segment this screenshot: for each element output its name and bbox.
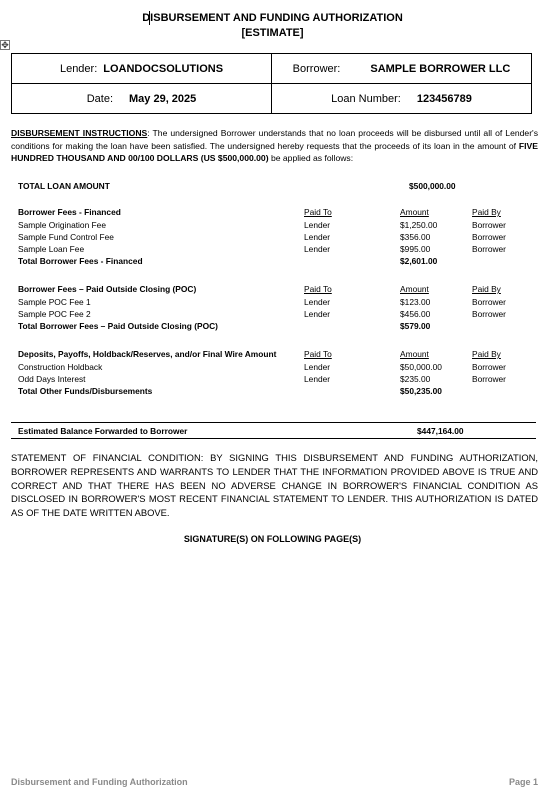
fee-label: Construction Holdback <box>18 362 103 372</box>
financed-title: Borrower Fees - Financed <box>18 207 121 217</box>
fee-paid-by: Borrower <box>472 297 506 307</box>
poc-header-row <box>18 283 518 295</box>
signature-note: SIGNATURE(S) ON FOLLOWING PAGE(S) <box>183 534 362 544</box>
fee-amount: $995.00 <box>400 244 431 254</box>
poc-paid-to-header: Paid To <box>304 284 332 294</box>
total-loan-label: TOTAL LOAN AMOUNT <box>18 181 110 191</box>
fee-paid-by: Borrower <box>472 309 506 319</box>
table-move-handle-icon[interactable]: ✥ <box>1 40 9 50</box>
fee-amount: $456.00 <box>400 309 431 319</box>
financial-statement: STATEMENT OF FINANCIAL CONDITION: BY SIGNING THIS DISBURSEMENT AND FUNDING AUTHORIZATION, BORROWER REPRESENTS AND WARRANTS TO LENDER THAT THE INFORMATION PROVIDED ABOVE IS TRUE AND CORRECT AND THAT THERE HAS BEEN NO ADVERSE CHANGE IN BORROWER'S FINANCIAL CONDITION AS DISCLOSED IN BORROWER'S MOST RECENT FINANCIAL STATEMENT TO LENDER. THIS AUTHORIZATION IS DATED AS OF THE DATE WRITTEN ABOVE. <box>11 452 538 519</box>
table-row <box>18 219 518 231</box>
loan-info-table <box>11 53 532 114</box>
poc-paid-by-header: Paid By <box>472 284 501 294</box>
date-value: May 29, 2025 <box>129 92 197 105</box>
table-row <box>18 373 518 385</box>
balance-divider <box>11 422 536 423</box>
poc-total-amount: $579.00 <box>400 321 431 331</box>
footer-title: Disbursement and Funding Authorization <box>11 777 188 787</box>
balance-label: Estimated Balance Forwarded to Borrower <box>18 426 188 436</box>
fee-label: Sample Loan Fee <box>18 244 85 254</box>
borrower-cell[interactable] <box>272 54 532 84</box>
poc-title: Borrower Fees – Paid Outside Closing (POC) <box>18 284 197 294</box>
instructions-amount-words: FIVE HUNDRED THOUSAND AND 00/100 DOLLARS (US $500,000.00) <box>11 140 538 163</box>
other-total-row <box>18 385 518 397</box>
fee-amount: $356.00 <box>400 232 431 242</box>
fee-paid-to: Lender <box>304 220 331 230</box>
fee-label: Odd Days Interest <box>18 374 86 384</box>
date-cell[interactable] <box>12 84 272 114</box>
other-paid-by-header: Paid By <box>472 349 501 359</box>
financed-total-row <box>18 255 518 267</box>
fee-label: Sample POC Fee 2 <box>18 309 91 319</box>
lender-label: Lender: <box>59 62 98 75</box>
fee-label: Sample Origination Fee <box>18 220 106 230</box>
disbursement-instructions <box>11 127 538 165</box>
balance-underline <box>11 438 536 439</box>
table-row <box>18 308 518 320</box>
financed-amount-header: Amount <box>400 207 429 217</box>
other-title: Deposits, Payoffs, Holdback/Reserves, and/or Final Wire Amount <box>18 349 277 359</box>
borrower-value: SAMPLE BORROWER LLC <box>370 62 511 75</box>
table-row <box>18 243 518 255</box>
lender-cell[interactable] <box>12 54 272 84</box>
other-amount-header: Amount <box>400 349 429 359</box>
fee-paid-by: Borrower <box>472 374 506 384</box>
other-total-amount: $50,235.00 <box>400 386 442 396</box>
loan-number-label: Loan Number: <box>331 92 401 105</box>
poc-total-row <box>18 320 518 332</box>
instructions-text-2: be applied as follows: <box>268 153 354 163</box>
financed-paid-to-header: Paid To <box>304 207 332 217</box>
total-loan-row <box>18 180 518 192</box>
document-title: DISBURSEMENT AND FUNDING AUTHORIZATION <box>142 12 403 24</box>
loan-number-value: 123456789 <box>416 92 472 105</box>
fee-paid-by: Borrower <box>472 220 506 230</box>
balance-row <box>18 425 518 437</box>
fee-label: Sample Fund Control Fee <box>18 232 114 242</box>
loan-number-cell[interactable] <box>272 84 532 114</box>
balance-amount: $447,164.00 <box>417 426 464 436</box>
financed-total-label: Total Borrower Fees - Financed <box>18 256 143 266</box>
financed-header-row <box>18 206 518 218</box>
fee-amount: $1,250.00 <box>400 220 438 230</box>
fee-amount: $235.00 <box>400 374 431 384</box>
fee-paid-to: Lender <box>304 297 331 307</box>
poc-total-label: Total Borrower Fees – Paid Outside Closing (POC) <box>18 321 218 331</box>
instructions-text-1: : The undersigned Borrower understands that no loan proceeds will be disbursed until all of Lender's conditions for making the loan have been satisfied. The undersigned hereby requests that the proceeds of its loan in the amount of <box>11 128 538 151</box>
poc-amount-header: Amount <box>400 284 429 294</box>
date-label: Date: <box>86 92 113 105</box>
table-row <box>18 231 518 243</box>
instructions-heading: DISBURSEMENT INSTRUCTIONS <box>11 128 148 138</box>
fee-paid-by: Borrower <box>472 362 506 372</box>
fee-label: Sample POC Fee 1 <box>18 297 91 307</box>
table-row <box>18 296 518 308</box>
fee-paid-to: Lender <box>304 232 331 242</box>
fee-paid-by: Borrower <box>472 232 506 242</box>
other-header-row <box>18 348 518 360</box>
fee-amount: $50,000.00 <box>400 362 442 372</box>
financed-paid-by-header: Paid By <box>472 207 501 217</box>
other-total-label: Total Other Funds/Disbursements <box>18 386 153 396</box>
borrower-label: Borrower: <box>292 62 341 75</box>
lender-value: LOANDOCSOLUTIONS <box>103 62 224 75</box>
fee-amount: $123.00 <box>400 297 431 307</box>
financed-total-amount: $2,601.00 <box>400 256 438 266</box>
total-loan-amount: $500,000.00 <box>409 181 456 191</box>
footer-page-number: Page 1 <box>508 777 538 787</box>
document-subtitle: [ESTIMATE] <box>241 27 304 39</box>
fee-paid-to: Lender <box>304 362 331 372</box>
fee-paid-to: Lender <box>304 244 331 254</box>
fee-paid-to: Lender <box>304 374 331 384</box>
table-row <box>18 361 518 373</box>
fee-paid-to: Lender <box>304 309 331 319</box>
fee-paid-by: Borrower <box>472 244 506 254</box>
other-paid-to-header: Paid To <box>304 349 332 359</box>
